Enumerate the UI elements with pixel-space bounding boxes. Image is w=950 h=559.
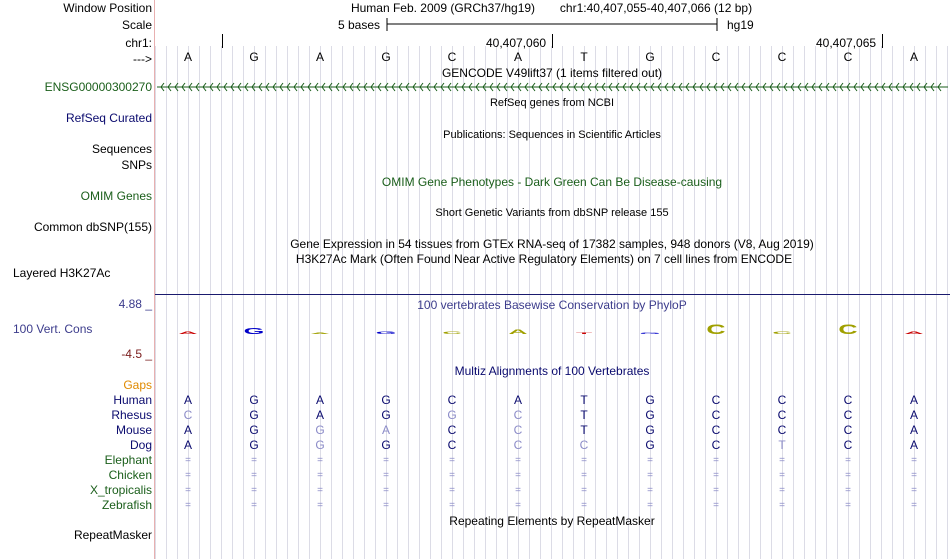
conservation-max-value: 4.88 _	[118, 297, 152, 311]
alignment-base: G	[381, 393, 391, 407]
alignment-base: G	[381, 438, 391, 452]
sequence-base: T	[580, 50, 588, 64]
dbsnp-track-title[interactable]: Short Genetic Variants from dbSNP release 155	[435, 207, 669, 219]
alignment-base: C	[513, 408, 523, 422]
multiz-track-title[interactable]: Multiz Alignments of 100 Vertebrates	[454, 364, 650, 378]
conservation-logo-letter: T	[575, 332, 593, 335]
conservation-logo-letter: G	[243, 327, 265, 337]
alignment-base: G	[645, 423, 655, 437]
scale-text: 5 bases	[338, 18, 381, 32]
ruler-tick	[882, 34, 883, 48]
window-position-label: Window Position	[63, 1, 152, 15]
sequence-base: C	[447, 50, 457, 64]
conservation-logo-letter: A	[310, 332, 330, 335]
alignment-base: =	[779, 500, 785, 511]
alignment-base: =	[911, 470, 917, 481]
alignment-base: C	[447, 423, 457, 437]
alignment-base: =	[581, 485, 587, 496]
alignment-base: G	[249, 423, 259, 437]
alignment-base: =	[251, 455, 257, 466]
alignment-base: C	[513, 438, 523, 452]
sequence-base: G	[381, 50, 391, 64]
alignment-base: G	[645, 438, 655, 452]
alignment-base: T	[580, 408, 588, 422]
alignment-base: G	[645, 408, 655, 422]
alignment-base: =	[515, 455, 521, 466]
species-label[interactable]: Chicken	[108, 468, 152, 482]
alignment-base: =	[383, 455, 389, 466]
alignment-base: =	[581, 455, 587, 466]
alignment-base: G	[447, 408, 457, 422]
alignment-base: =	[251, 485, 257, 496]
conservation-logo-letter: A	[178, 330, 198, 336]
conservation-min-value: -4.5 _	[121, 347, 152, 361]
alignment-base: C	[843, 423, 853, 437]
repeatmasker-label[interactable]: RepeatMasker	[73, 528, 152, 542]
alignment-base: C	[711, 423, 721, 437]
alignment-base: C	[579, 438, 589, 452]
gencode-track-title[interactable]: GENCODE V49lift37 (1 items filtered out)	[441, 66, 663, 80]
sequence-base: G	[249, 50, 259, 64]
alignment-base: =	[185, 485, 191, 496]
alignment-base: A	[315, 408, 324, 422]
window-position-text: chr1:40,407,055-40,407,066 (12 bp)	[559, 1, 753, 15]
repeatmasker-track-title[interactable]: Repeating Elements by RepeatMasker	[449, 514, 655, 528]
alignment-base: C	[711, 408, 721, 422]
chromosome-label: chr1:	[125, 36, 152, 50]
conservation-logo-letter: A	[508, 329, 528, 336]
alignment-base: C	[777, 408, 787, 422]
alignment-base: T	[580, 423, 588, 437]
conservation-top-line	[155, 294, 950, 295]
alignment-base: =	[581, 500, 587, 511]
sequence-base: C	[843, 50, 853, 64]
ensg-gene-label[interactable]: ENSG00000300270	[44, 80, 152, 94]
alignment-base: C	[183, 408, 193, 422]
alignment-base: =	[779, 470, 785, 481]
gaps-label[interactable]: Gaps	[123, 378, 152, 392]
conservation-logo-letter: C	[838, 321, 858, 338]
alignment-base: =	[647, 455, 653, 466]
species-label[interactable]: Zebrafish	[101, 498, 152, 512]
layered-h3k27ac-label[interactable]: Layered H3K27Ac	[13, 266, 111, 280]
alignment-base: =	[845, 470, 851, 481]
alignment-base: A	[381, 423, 390, 437]
alignment-base: =	[449, 500, 455, 511]
alignment-base: =	[647, 470, 653, 481]
alignment-base: A	[909, 408, 918, 422]
alignment-base: G	[249, 438, 259, 452]
common-dbsnp-label[interactable]: Common dbSNP(155)	[33, 220, 152, 234]
scale-db: hg19	[727, 18, 754, 32]
assembly-title: Human Feb. 2009 (GRCh37/hg19)	[350, 1, 536, 15]
alignment-base: T	[778, 438, 786, 452]
species-label[interactable]: Rhesus	[111, 408, 152, 422]
sequence-base: A	[183, 50, 192, 64]
alignment-base: =	[713, 485, 719, 496]
alignment-base: =	[383, 485, 389, 496]
conservation-logo-letter: A	[904, 330, 924, 336]
alignment-base: =	[515, 470, 521, 481]
sequence-base: A	[909, 50, 918, 64]
species-label[interactable]: Mouse	[115, 423, 152, 437]
refseq-track-title[interactable]: RefSeq genes from NCBI	[489, 97, 615, 109]
sequence-base: G	[645, 50, 655, 64]
strand-arrow-label: --->	[133, 52, 152, 66]
sequences-label[interactable]: Sequences	[91, 142, 152, 156]
alignment-base: =	[845, 455, 851, 466]
alignment-base: G	[645, 393, 655, 407]
alignment-base: =	[251, 470, 257, 481]
sequence-base: C	[777, 50, 787, 64]
alignment-base: =	[911, 485, 917, 496]
alignment-base: =	[317, 470, 323, 481]
snps-label[interactable]: SNPs	[121, 158, 152, 172]
ruler-tick	[222, 34, 223, 48]
alignment-base: A	[909, 393, 918, 407]
conservation-logo-letter: G	[375, 330, 397, 336]
alignment-base: C	[711, 438, 721, 452]
alignment-base: C	[447, 438, 457, 452]
sequence-base: A	[315, 50, 324, 64]
alignment-base: =	[845, 500, 851, 511]
species-label[interactable]: Elephant	[104, 453, 152, 467]
omim-genes-label[interactable]: OMIM Genes	[80, 189, 152, 203]
alignment-base: C	[447, 393, 457, 407]
alignment-base: =	[911, 455, 917, 466]
alignment-base: =	[449, 470, 455, 481]
alignment-base: G	[249, 393, 259, 407]
alignment-base: =	[581, 470, 587, 481]
alignment-base: =	[515, 500, 521, 511]
alignment-base: =	[317, 455, 323, 466]
species-label[interactable]: Dog	[129, 438, 152, 452]
alignment-base: =	[713, 470, 719, 481]
alignment-base: =	[383, 500, 389, 511]
alignment-base: A	[315, 393, 324, 407]
alignment-base: G	[381, 408, 391, 422]
alignment-base: =	[845, 485, 851, 496]
alignment-base: C	[843, 393, 853, 407]
alignment-base: =	[317, 485, 323, 496]
conservation-logo-letter: G	[639, 332, 661, 335]
alignment-base: C	[777, 393, 787, 407]
alignment-base: C	[513, 423, 523, 437]
track-display-area[interactable]	[155, 0, 950, 559]
h3k27ac-track-title[interactable]: H3K27Ac Mark (Often Found Near Active Regulatory Elements) on 7 cell lines from ENCODE	[295, 252, 793, 266]
ruler-tick	[552, 34, 553, 48]
sequence-base: C	[711, 50, 721, 64]
alignment-base: =	[647, 485, 653, 496]
alignment-base: =	[317, 500, 323, 511]
alignment-base: =	[713, 455, 719, 466]
alignment-base: C	[777, 423, 787, 437]
alignment-base: =	[449, 485, 455, 496]
phylop-track-title[interactable]: 100 vertebrates Basewise Conservation by PhyloP	[417, 298, 687, 312]
alignment-base: C	[843, 408, 853, 422]
refseq-curated-label[interactable]: RefSeq Curated	[65, 111, 152, 125]
gtex-track-title[interactable]: Gene Expression in 54 tissues from GTEx RNA-seq of 17382 samples, 948 donors (V8, Aug 2019)	[290, 237, 814, 251]
alignment-base: =	[185, 500, 191, 511]
omim-track-title[interactable]: OMIM Gene Phenotypes - Dark Green Can Be Disease-causing	[381, 175, 723, 189]
alignment-base: =	[779, 455, 785, 466]
alignment-base: A	[909, 423, 918, 437]
alignment-base: =	[449, 455, 455, 466]
alignment-base: C	[711, 393, 721, 407]
alignment-base: =	[779, 485, 785, 496]
alignment-base: A	[909, 438, 918, 452]
vert-cons-label[interactable]: 100 Vert. Cons	[13, 322, 93, 336]
conservation-logo-letter: C	[442, 330, 462, 336]
species-label[interactable]: Human	[113, 393, 152, 407]
conservation-logo-letter: C	[772, 330, 792, 336]
alignment-base: T	[580, 393, 588, 407]
alignment-base: =	[515, 485, 521, 496]
ruler-coordinate-1: 40,407,060	[486, 36, 547, 50]
alignment-base: G	[315, 438, 325, 452]
alignment-base: G	[249, 408, 259, 422]
species-label[interactable]: X_tropicalis	[89, 483, 152, 497]
track-labels-panel	[0, 0, 154, 559]
scale-bar	[385, 17, 719, 33]
gene-feature-line[interactable]	[155, 81, 950, 93]
alignment-base: A	[183, 423, 192, 437]
alignment-base: A	[183, 438, 192, 452]
alignment-base: =	[911, 500, 917, 511]
alignment-base: G	[315, 423, 325, 437]
conservation-logo	[155, 320, 950, 348]
sequence-base: A	[513, 50, 522, 64]
alignment-base: =	[185, 455, 191, 466]
ruler-coordinate-2: 40,407,065	[816, 36, 877, 50]
publications-track-title[interactable]: Publications: Sequences in Scientific Articles	[443, 129, 661, 141]
alignment-base: =	[251, 500, 257, 511]
alignment-base: A	[183, 393, 192, 407]
alignment-base: =	[713, 500, 719, 511]
alignment-base: =	[383, 470, 389, 481]
alignment-base: A	[513, 393, 522, 407]
alignment-base: C	[843, 438, 853, 452]
alignment-base: =	[185, 470, 191, 481]
conservation-logo-letter: C	[706, 321, 726, 338]
scale-label: Scale	[121, 18, 152, 32]
alignment-base: =	[647, 500, 653, 511]
